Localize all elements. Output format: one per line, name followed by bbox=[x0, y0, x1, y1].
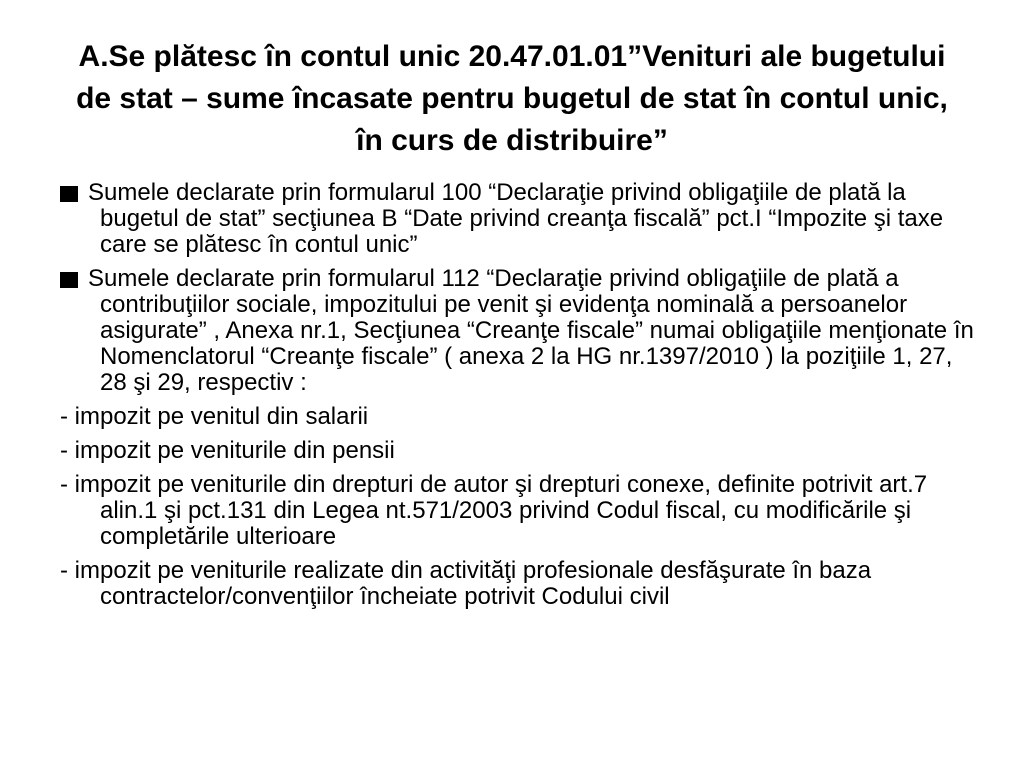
bullet-text: Sumele declarate prin formularul 112 “Declaraţie privind obligaţiile de plată a contribuţiilor sociale, impozitului pe venit şi evidenţa nominală a persoanelor asigurate” , Anexa nr.1, Secţiunea “Creanţe fiscale” numai obligaţiile menţionate în Nomenclatorul “Creanţe fiscale” ( anexa 2 la HG nr.1397/2010 ) la poziţiile 1, 27, 28 şi 29, respectiv : bbox=[88, 265, 974, 396]
square-bullet-icon bbox=[60, 272, 78, 288]
dash-item bbox=[60, 472, 975, 550]
dash-text: - impozit pe veniturile din pensii bbox=[60, 437, 395, 464]
dash-item bbox=[60, 438, 975, 464]
dash-text: - impozit pe veniturile din drepturi de autor şi drepturi conexe, definite potrivit art.7 alin.1 şi pct.131 din Legea nt.571/2003 privind Codul fiscal, cu modificările şi completările ulterioare bbox=[60, 471, 928, 550]
bullet-item bbox=[60, 266, 975, 396]
bullet-text: Sumele declarate prin formularul 100 “Declaraţie privind obligaţiile de plată la bugetul de stat” secţiunea B “Date privind creanţa fiscală” pct.I “Impozite şi taxe care se plătesc în contul unic” bbox=[88, 179, 944, 258]
bullet-item bbox=[60, 180, 975, 258]
slide-content bbox=[60, 180, 975, 618]
slide-title: A.Se plătesc în contul unic 20.47.01.01”Venituri ale bugetului de stat – sume încasate pentru bugetul de stat în contul unic, în curs de distribuire” bbox=[76, 40, 948, 157]
square-bullet-icon bbox=[60, 186, 78, 202]
dash-text: - impozit pe veniturile realizate din activităţi profesionale desfăşurate în baza contractelor/convenţiilor încheiate potrivit Codului civil bbox=[60, 557, 872, 610]
dash-item bbox=[60, 558, 975, 610]
dash-item bbox=[60, 404, 975, 430]
dash-text: - impozit pe venitul din salarii bbox=[60, 403, 369, 430]
